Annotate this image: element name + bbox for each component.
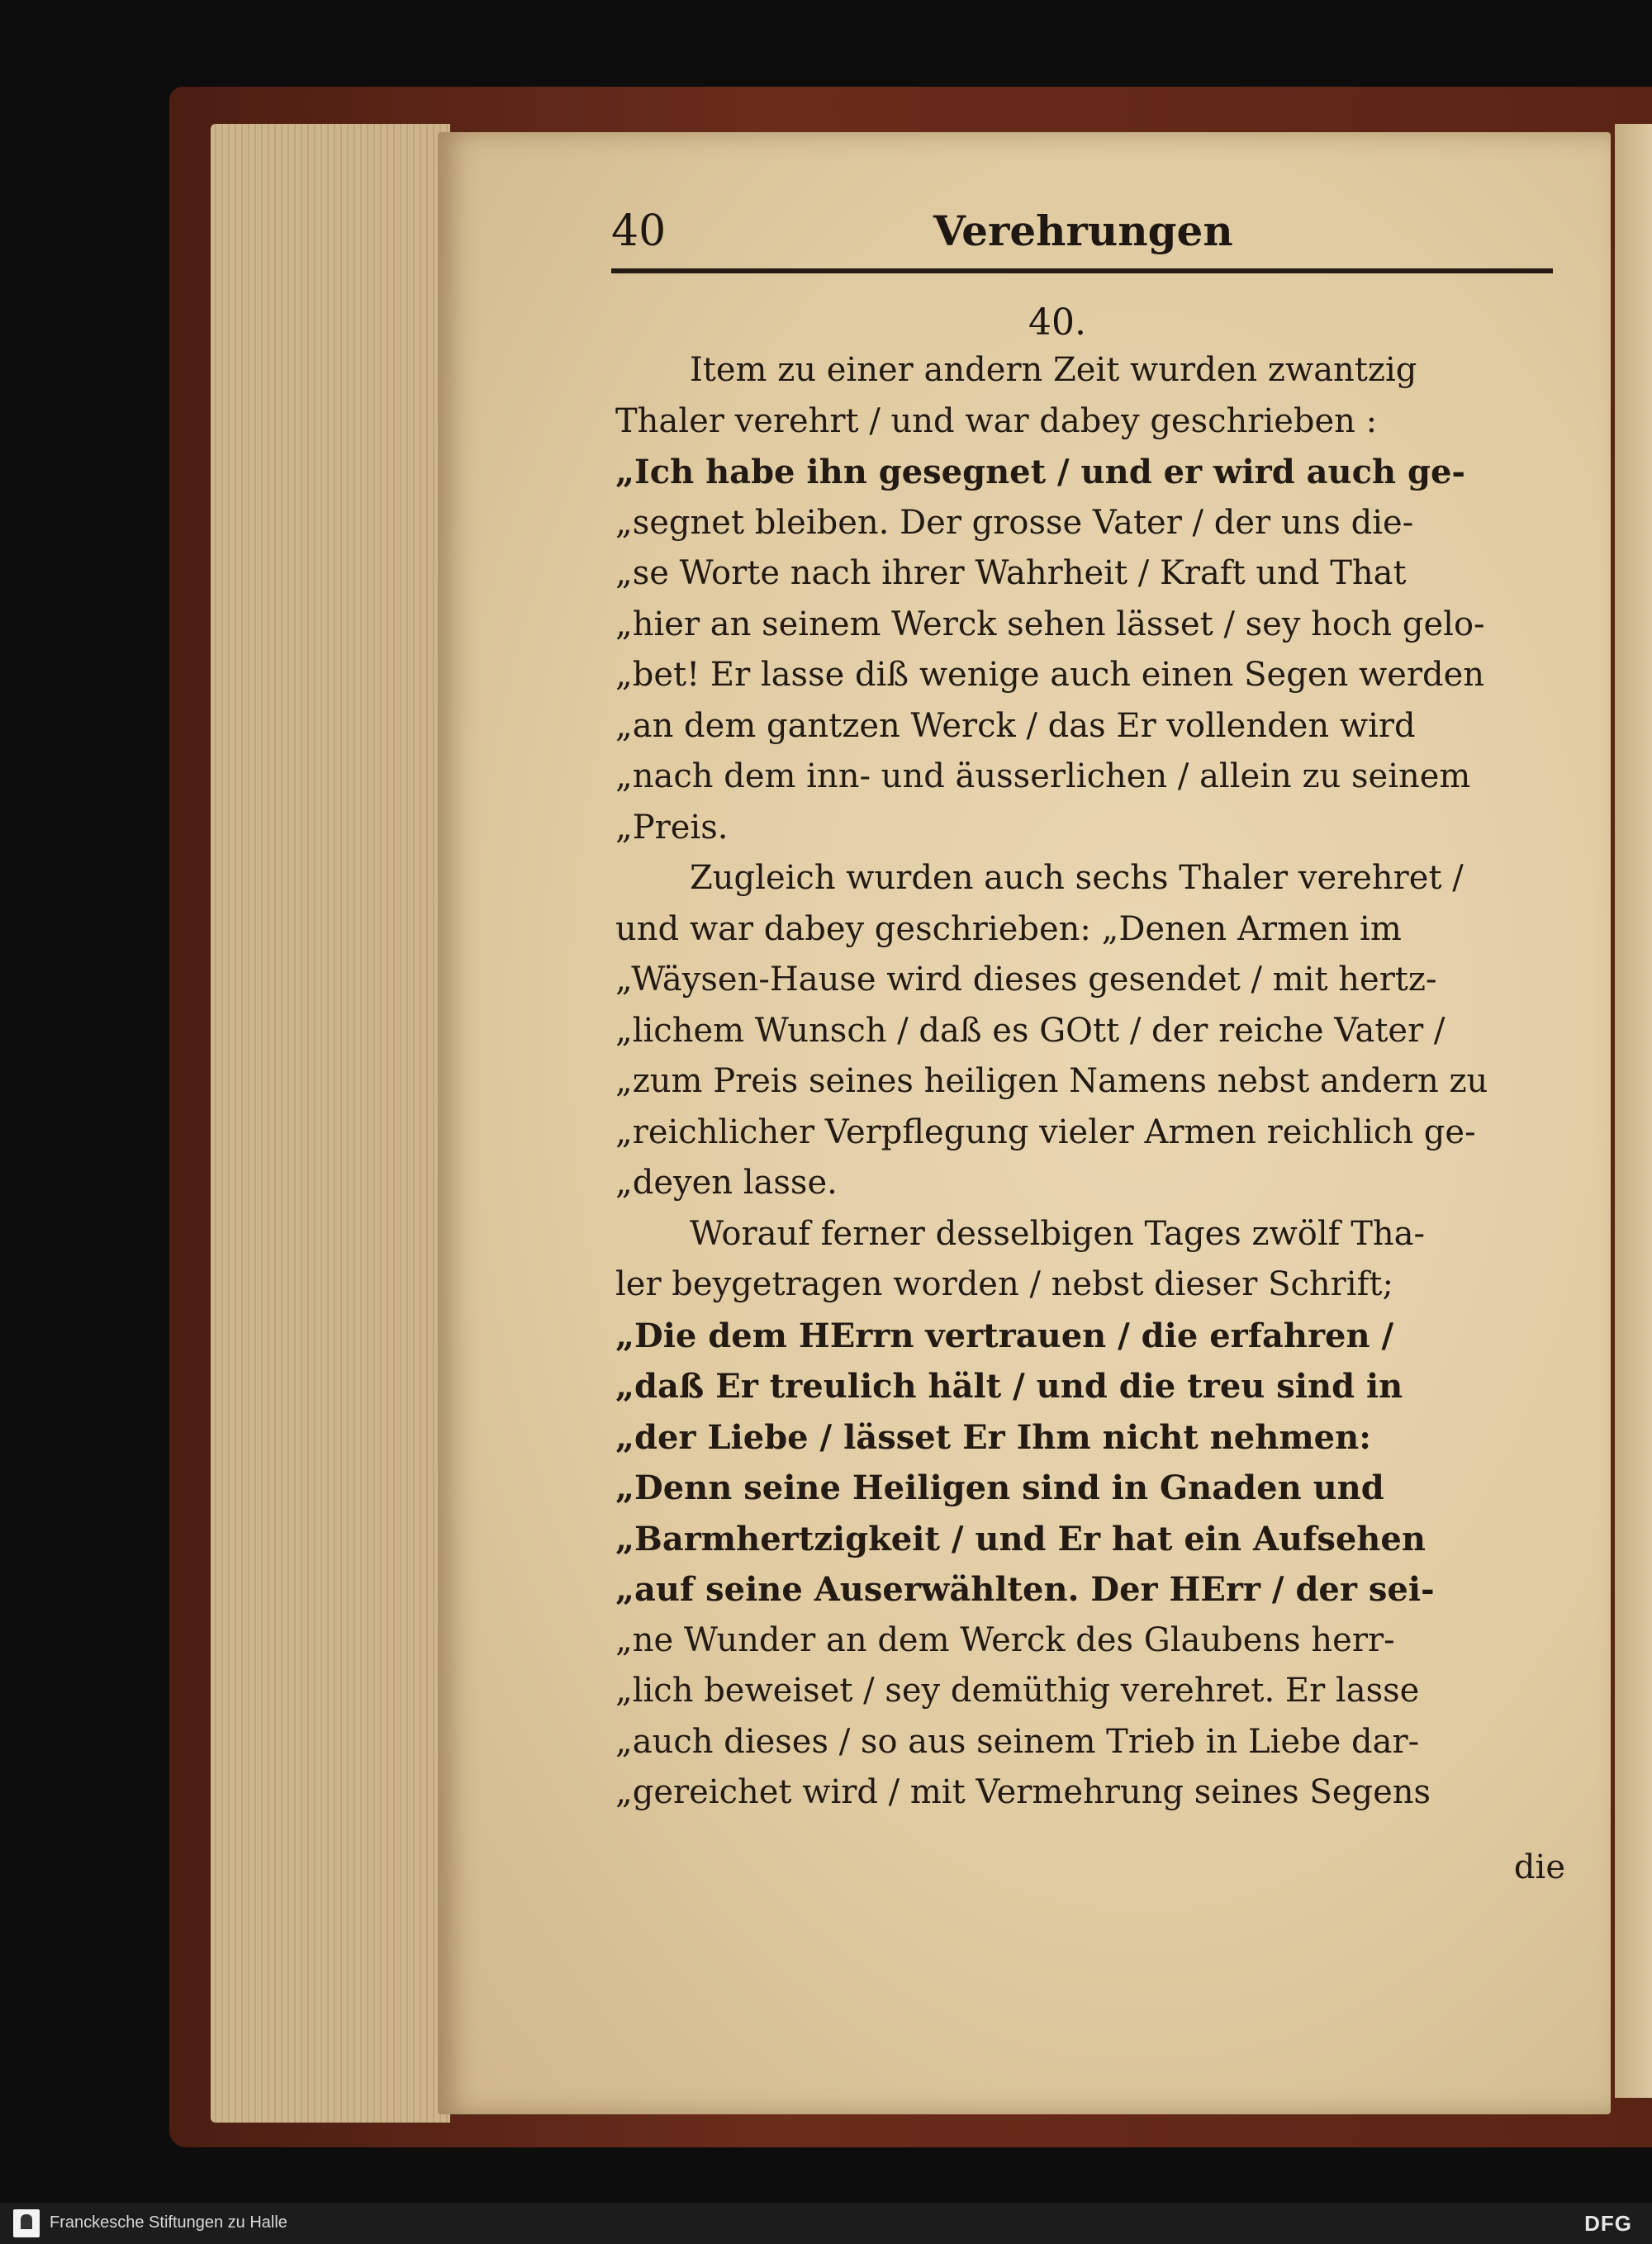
text-line: „Die dem HErrn vertrauen / die erfahren / bbox=[615, 1316, 1394, 1355]
text-line: Zugleich wurden auch sechs Thaler verehret / bbox=[690, 859, 1464, 897]
text-line: „gereichet wird / mit Vermehrung seines Segens bbox=[615, 1773, 1431, 1811]
text-line: „zum Preis seines heiligen Namens nebst andern zu bbox=[615, 1062, 1488, 1100]
text-line: „Wäysen-Hause wird dieses gesendet / mit hertz- bbox=[615, 961, 1437, 999]
text-line: „Denn seine Heiligen sind in Gnaden und bbox=[615, 1468, 1384, 1507]
institution-name: Franckesche Stiftungen zu Halle bbox=[50, 2213, 287, 2232]
text-line: und war dabey geschrieben: „Denen Armen im bbox=[615, 909, 1402, 948]
text-line: „auch dieses / so aus seinem Trieb in Liebe dar- bbox=[615, 1722, 1420, 1761]
text-body bbox=[615, 345, 1565, 1819]
text-line: „se Worte nach ihrer Wahrheit / Kraft und That bbox=[615, 554, 1407, 592]
section-number: 40. bbox=[1028, 301, 1086, 344]
text-line: „Preis. bbox=[615, 808, 729, 847]
page-number: 40 bbox=[611, 206, 667, 256]
text-line: „segnet bleiben. Der grosse Vater / der uns die- bbox=[615, 503, 1414, 542]
page-edges bbox=[211, 124, 450, 2123]
text-line: Worauf ferner desselbigen Tages zwölf Tha- bbox=[690, 1214, 1425, 1253]
next-page-edge bbox=[1615, 124, 1652, 2098]
text-line: „lich beweiset / sey demüthig verehret. Er lasse bbox=[615, 1672, 1420, 1710]
text-line: „Ich habe ihn gesegnet / und er wird auch ge- bbox=[615, 453, 1466, 491]
text-line: „ne Wunder an dem Werck des Glaubens herr- bbox=[615, 1620, 1395, 1659]
catchword-row bbox=[615, 1842, 1565, 1893]
catchword: die bbox=[1513, 1848, 1565, 1886]
header-rule bbox=[611, 268, 1553, 273]
text-line: Thaler verehrt / und war dabey geschrieben : bbox=[615, 401, 1378, 440]
text-line: „bet! Er lasse diß wenige auch einen Segen werden bbox=[615, 656, 1485, 694]
text-line: „deyen lasse. bbox=[615, 1164, 838, 1202]
text-line: „der Liebe / lässet Er Ihm nicht nehmen: bbox=[615, 1417, 1371, 1457]
text-line: „Barmhertzigkeit / und Er hat ein Aufsehen bbox=[615, 1519, 1426, 1558]
text-line: „an dem gantzen Werck / das Er vollenden wird bbox=[615, 706, 1416, 745]
text-line: „auf seine Auserwählten. Der HErr / der sei- bbox=[615, 1570, 1435, 1609]
text-line: „nach dem inn- und äusserlichen / allein zu seinem bbox=[615, 757, 1471, 795]
running-title: Verehrungen bbox=[933, 206, 1233, 255]
page-header bbox=[611, 206, 1569, 264]
text-line: „reichlicher Verpflegung vieler Armen reichlich ge- bbox=[615, 1113, 1476, 1151]
text-line: „hier an seinem Werck sehen lässet / sey hoch gelo- bbox=[615, 605, 1485, 643]
text-line: Item zu einer andern Zeit wurden zwantzig bbox=[690, 351, 1417, 389]
institution-logo-icon bbox=[13, 2209, 40, 2237]
dfg-logo: DFG bbox=[1584, 2211, 1632, 2236]
text-line: „lichem Wunsch / daß es GOtt / der reiche Vater / bbox=[615, 1011, 1446, 1050]
text-line: ler beygetragen worden / nebst dieser Schrift; bbox=[615, 1265, 1393, 1303]
text-line: „daß Er treulich hält / und die treu sind in bbox=[615, 1367, 1403, 1406]
viewer-footer bbox=[0, 2203, 1652, 2244]
